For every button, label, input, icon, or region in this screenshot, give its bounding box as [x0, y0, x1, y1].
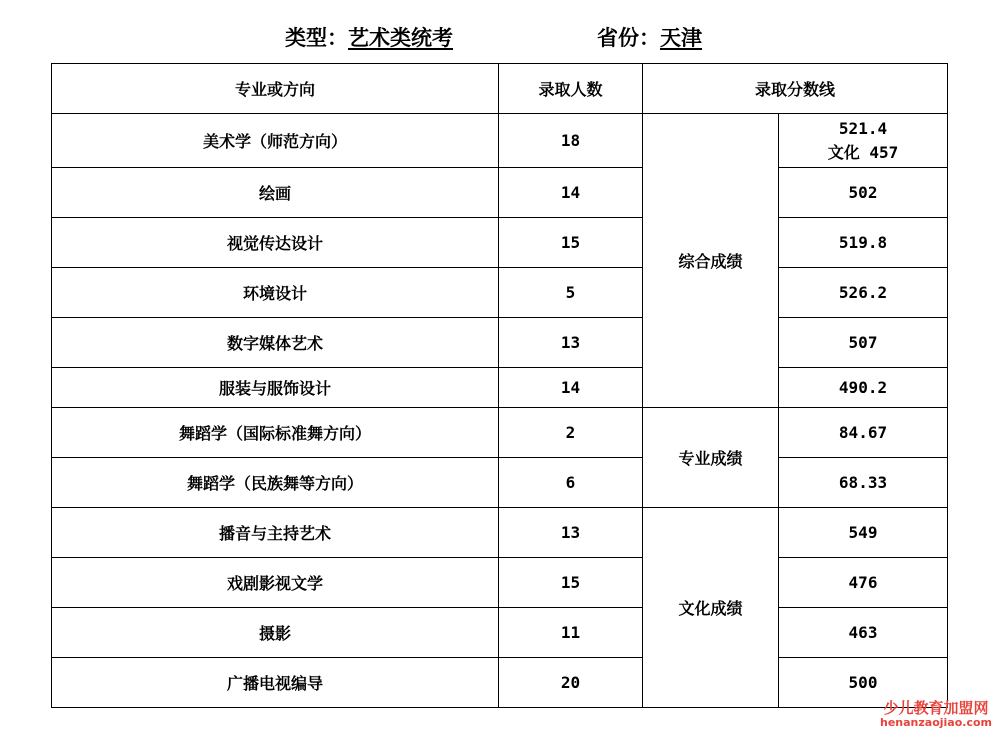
- score-cell: 490.2: [779, 368, 948, 408]
- score-cell: 507: [779, 318, 948, 368]
- group-culture: 文化成绩: [643, 508, 779, 708]
- header-count: 录取人数: [499, 64, 643, 114]
- count-cell: 20: [499, 658, 643, 708]
- watermark-title: 少儿教育加盟网: [883, 699, 989, 718]
- score-cell: 549: [779, 508, 948, 558]
- admission-table: [51, 63, 948, 708]
- score-cell: 463: [779, 608, 948, 658]
- major-cell: 播音与主持艺术: [52, 508, 499, 558]
- count-cell: 2: [499, 408, 643, 458]
- province-field: [597, 22, 702, 52]
- major-cell: 服装与服饰设计: [52, 368, 499, 408]
- score-cell: 500: [779, 658, 948, 708]
- count-cell: 15: [499, 558, 643, 608]
- count-cell: 13: [499, 318, 643, 368]
- score-cell: 476: [779, 558, 948, 608]
- type-value: 艺术类统考: [348, 26, 453, 50]
- table-row: [52, 368, 948, 408]
- table-row: [52, 168, 948, 218]
- major-cell: 环境设计: [52, 268, 499, 318]
- count-cell: 18: [499, 114, 643, 168]
- major-cell: 绘画: [52, 168, 499, 218]
- table-row: [52, 114, 948, 168]
- score-cell: [779, 114, 948, 168]
- count-cell: 11: [499, 608, 643, 658]
- table-row: [52, 408, 948, 458]
- count-cell: 5: [499, 268, 643, 318]
- province-label: 省份：: [597, 26, 660, 50]
- major-cell: 视觉传达设计: [52, 218, 499, 268]
- count-cell: 14: [499, 368, 643, 408]
- major-cell: 广播电视编导: [52, 658, 499, 708]
- table-row: [52, 558, 948, 608]
- score-cell: 526.2: [779, 268, 948, 318]
- header-score: 录取分数线: [643, 64, 948, 114]
- table-row: [52, 608, 948, 658]
- group-professional: 专业成绩: [643, 408, 779, 508]
- table-row: [52, 458, 948, 508]
- count-cell: 15: [499, 218, 643, 268]
- major-cell: 数字媒体艺术: [52, 318, 499, 368]
- group-composite: 综合成绩: [643, 114, 779, 408]
- major-cell: 美术学（师范方向）: [52, 114, 499, 168]
- table-row: [52, 508, 948, 558]
- watermark-url: henanzaojiao.com: [880, 715, 992, 729]
- type-field: [285, 22, 453, 52]
- type-label: 类型：: [285, 26, 348, 50]
- major-cell: 舞蹈学（国际标准舞方向）: [52, 408, 499, 458]
- score-cell: 68.33: [779, 458, 948, 508]
- score-cell: 84.67: [779, 408, 948, 458]
- count-cell: 13: [499, 508, 643, 558]
- major-cell: 舞蹈学（民族舞等方向）: [52, 458, 499, 508]
- major-cell: 戏剧影视文学: [52, 558, 499, 608]
- table-row: [52, 658, 948, 708]
- table-header-row: [52, 64, 948, 114]
- header-major: 专业或方向: [52, 64, 499, 114]
- table-row: [52, 268, 948, 318]
- major-cell: 摄影: [52, 608, 499, 658]
- score-cell: 502: [779, 168, 948, 218]
- count-cell: 14: [499, 168, 643, 218]
- table-row: [52, 218, 948, 268]
- watermark: [880, 700, 992, 729]
- table-row: [52, 318, 948, 368]
- province-value: 天津: [660, 26, 702, 50]
- score-cell: 519.8: [779, 218, 948, 268]
- count-cell: 6: [499, 458, 643, 508]
- score-culture-value: 文化 457: [827, 142, 899, 162]
- page-header: [0, 22, 1000, 54]
- score-value: 521.4: [838, 118, 888, 138]
